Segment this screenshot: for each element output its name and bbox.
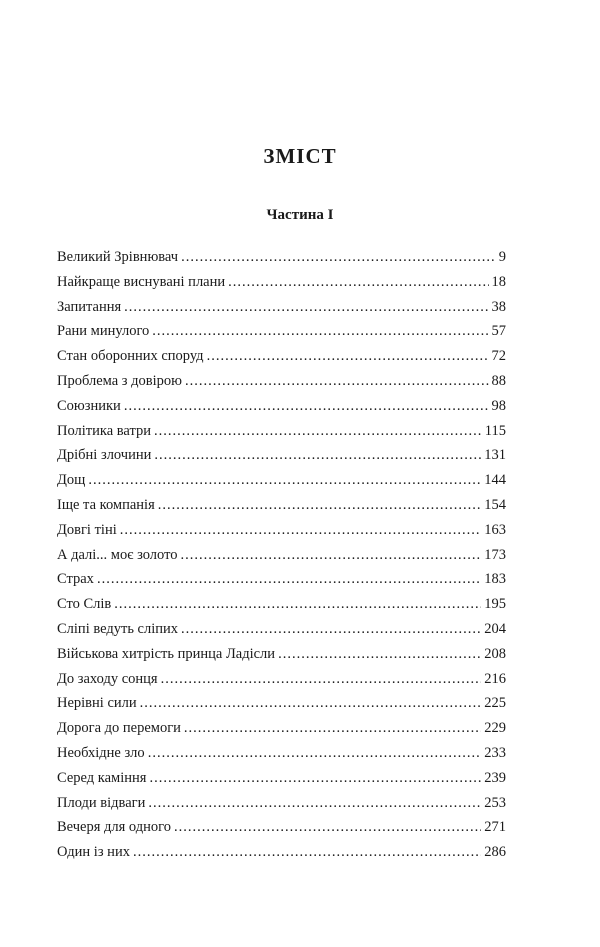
- toc-entry-page-number: 216: [484, 670, 506, 687]
- toc-entry-title: Страх: [57, 571, 94, 588]
- toc-entry-page-number: 195: [484, 596, 506, 613]
- toc-entry-title: Необхідне зло: [57, 744, 145, 761]
- toc-entry-page-number: 233: [484, 744, 506, 761]
- toc-dot-leader: [88, 468, 481, 493]
- toc-entry-page-number: 98: [491, 397, 506, 414]
- toc-entry-page-number: 253: [484, 794, 506, 811]
- toc-entry-title: Вечеря для одного: [57, 819, 171, 836]
- part-heading: Частина І: [266, 207, 334, 223]
- toc-entry-page-number: 72: [491, 348, 506, 365]
- toc-entry-title: Довгі тіні: [57, 521, 117, 538]
- toc-entry: [57, 319, 506, 344]
- toc-entry-page-number: 115: [484, 422, 506, 439]
- toc-entry-title: Іще та компанія: [57, 496, 155, 513]
- toc-entry-title: Політика ватри: [57, 422, 152, 439]
- toc-entry-title: Дрібні злочини: [57, 447, 152, 464]
- toc-entry: [57, 815, 506, 840]
- toc-entry-title: Великий Зрівнювач: [57, 249, 179, 265]
- toc-entry-title: Рани минулого: [57, 323, 150, 340]
- toc-entry: [57, 840, 506, 865]
- toc-entry: [57, 419, 506, 444]
- toc-entry: [57, 245, 506, 270]
- toc-entry-title: Один із них: [57, 844, 130, 861]
- toc-entry-title: Сліпі ведуть сліпих: [57, 620, 179, 637]
- toc-entry-page-number: 173: [484, 546, 506, 563]
- toc-entry: [57, 642, 506, 667]
- toc-dot-leader: [140, 691, 482, 716]
- toc-dot-leader: [124, 394, 489, 419]
- toc-dot-leader: [149, 766, 481, 791]
- toc-entry: [57, 691, 506, 716]
- toc-dot-leader: [228, 270, 488, 295]
- toc-entry-page-number: 208: [484, 645, 506, 662]
- toc-dot-leader: [120, 518, 482, 543]
- toc-entry-title: Союзники: [57, 397, 121, 414]
- toc-entry-page-number: 239: [484, 769, 506, 786]
- table-of-contents: [57, 245, 506, 865]
- toc-dot-leader: [148, 791, 481, 816]
- toc-dot-leader: [154, 443, 481, 468]
- toc-dot-leader: [152, 319, 488, 344]
- toc-dot-leader: [184, 716, 481, 741]
- toc-dot-leader: [114, 592, 481, 617]
- toc-dot-leader: [278, 642, 481, 667]
- toc-entry-page-number: 131: [484, 447, 506, 464]
- toc-dot-leader: [133, 840, 481, 865]
- toc-entry: [57, 791, 506, 816]
- toc-entry-page-number: 271: [484, 819, 506, 836]
- toc-entry: [57, 543, 506, 568]
- toc-entry-title: Проблема з довірою: [57, 372, 182, 389]
- toc-entry-title: Нерівні сили: [57, 695, 137, 712]
- toc-entry-page-number: 163: [484, 521, 506, 538]
- toc-entry-page-number: 183: [484, 571, 506, 588]
- toc-entry-title: До заходу сонця: [57, 670, 158, 687]
- toc-entry-page-number: 204: [484, 620, 506, 637]
- toc-entry-title: Запитання: [57, 298, 122, 315]
- toc-entry-title: Стан оборонних споруд: [57, 348, 204, 365]
- toc-entry-page-number: 286: [484, 844, 506, 861]
- toc-entry-page-number: 225: [484, 695, 506, 712]
- toc-entry-title: Сто Слів: [57, 596, 112, 613]
- toc-entry: [57, 567, 506, 592]
- toc-entry: [57, 468, 506, 493]
- toc-entry-page-number: 9: [498, 249, 506, 265]
- toc-entry-title: Дощ: [57, 472, 86, 489]
- toc-dot-leader: [158, 493, 482, 518]
- toc-entry: [57, 369, 506, 394]
- toc-entry: [57, 344, 506, 369]
- toc-entry: [57, 295, 506, 320]
- toc-entry: [57, 667, 506, 692]
- toc-entry-title: Плоди відваги: [57, 794, 146, 811]
- toc-entry-page-number: 154: [484, 496, 506, 513]
- toc-entry-page-number: 88: [491, 372, 506, 389]
- toc-dot-leader: [180, 543, 481, 568]
- toc-entry-title: Найкраще виснувані плани: [57, 273, 226, 290]
- contents-heading: ЗМІСТ: [263, 144, 337, 168]
- toc-entry: [57, 766, 506, 791]
- toc-entry-title: А далі... моє золото: [57, 546, 178, 563]
- toc-entry-page-number: 144: [484, 472, 506, 489]
- toc-dot-leader: [148, 741, 482, 766]
- toc-entry-page-number: 18: [491, 273, 506, 290]
- toc-dot-leader: [174, 815, 481, 840]
- toc-dot-leader: [97, 567, 481, 592]
- toc-entry-title: Дорога до перемоги: [57, 720, 181, 737]
- toc-entry: [57, 716, 506, 741]
- toc-entry: [57, 270, 506, 295]
- toc-entry-title: Серед каміння: [57, 769, 147, 786]
- toc-entry: [57, 592, 506, 617]
- toc-entry-page-number: 57: [491, 323, 506, 340]
- toc-dot-leader: [154, 419, 482, 444]
- toc-entry-title: Військова хитрість принца Ладісли: [57, 645, 276, 662]
- toc-dot-leader: [185, 369, 489, 394]
- toc-entry: [57, 617, 506, 642]
- toc-entry: [57, 394, 506, 419]
- toc-entry: [57, 443, 506, 468]
- toc-entry-page-number: 229: [484, 720, 506, 737]
- toc-dot-leader: [181, 617, 481, 642]
- toc-entry: [57, 741, 506, 766]
- toc-entry-page-number: 38: [491, 298, 506, 315]
- toc-entry: [57, 493, 506, 518]
- toc-entry: [57, 518, 506, 543]
- toc-dot-leader: [124, 295, 488, 320]
- toc-dot-leader: [207, 344, 489, 369]
- toc-dot-leader: [161, 667, 482, 692]
- toc-dot-leader: [181, 245, 496, 270]
